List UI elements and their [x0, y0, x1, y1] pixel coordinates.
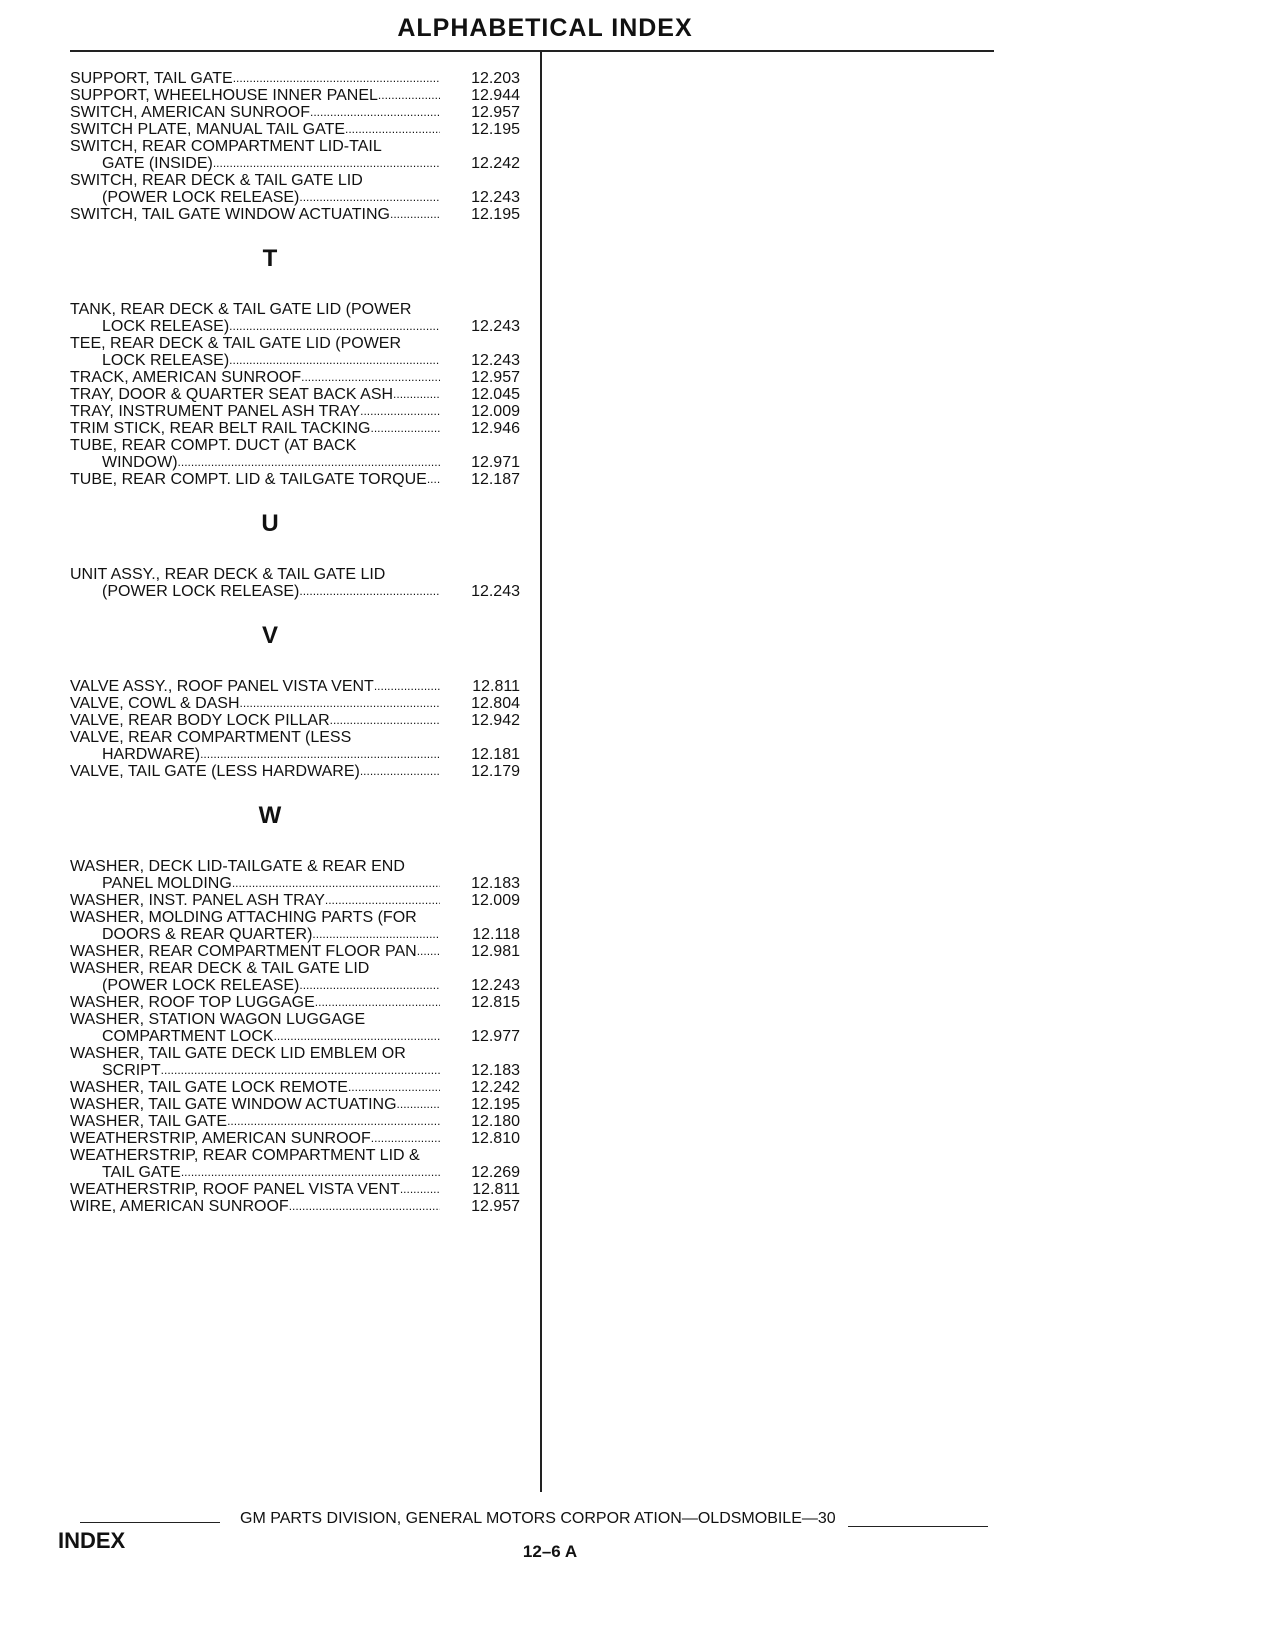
leader-dots	[330, 712, 440, 729]
entry-page-ref: 12.203	[471, 70, 520, 87]
entry-page-ref: 12.009	[471, 403, 520, 420]
entry-page-ref: 12.811	[472, 1181, 520, 1198]
index-entry	[70, 1198, 540, 1215]
entry-description-continued: LOCK RELEASE)	[102, 352, 230, 369]
entry-description: TRACK, AMERICAN SUNROOF	[70, 369, 302, 386]
leader-dots	[301, 369, 440, 386]
entry-page-ref: 12.242	[471, 1079, 520, 1096]
entry-description-continued: (POWER LOCK RELEASE)	[102, 977, 300, 994]
entry-page-ref: 12.810	[471, 1130, 520, 1147]
leader-dots	[345, 121, 440, 138]
entry-description: WASHER, ROOF TOP LUGGAGE	[70, 994, 315, 1011]
leader-dots	[400, 1181, 440, 1198]
entry-description: WASHER, REAR DECK & TAIL GATE LID	[70, 960, 370, 977]
index-section	[70, 500, 540, 600]
entry-page-ref: 12.804	[471, 695, 520, 712]
leader-dots	[374, 678, 440, 695]
leader-dots	[393, 386, 440, 403]
entry-description: SWITCH, TAIL GATE WINDOW ACTUATING	[70, 206, 390, 223]
leader-dots	[178, 454, 440, 471]
index-entry	[70, 1096, 540, 1113]
index-entry	[70, 994, 540, 1011]
footer-rule-left	[80, 1522, 220, 1523]
entry-page-ref: 12.243	[471, 352, 520, 369]
entry-page-ref: 12.195	[471, 121, 520, 138]
entry-text	[70, 1113, 440, 1130]
entry-description-continued: SCRIPT	[102, 1062, 161, 1079]
leader-dots	[213, 155, 440, 172]
entry-page-ref: 12.243	[471, 977, 520, 994]
footer-publisher: GM PARTS DIVISION, GENERAL MOTORS CORPOR ATION—OLDSMOBILE—30	[240, 1510, 836, 1527]
entry-text	[70, 1181, 440, 1198]
section-label: INDEX	[58, 1528, 126, 1553]
leader-dots	[417, 943, 440, 960]
entry-text	[70, 892, 440, 909]
top-divider	[70, 50, 994, 52]
entry-page-ref: 12.269	[471, 1164, 520, 1181]
index-entry	[70, 729, 540, 763]
index-entry	[70, 695, 540, 712]
index-section	[70, 612, 540, 780]
entry-text	[70, 1045, 440, 1079]
entry-description: WEATHERSTRIP, AMERICAN SUNROOF	[70, 1130, 371, 1147]
entry-page-ref: 12.118	[472, 926, 520, 943]
leader-dots	[299, 977, 440, 994]
entry-description: VALVE, REAR COMPARTMENT (LESS	[70, 729, 352, 746]
index-entry	[70, 763, 540, 780]
entry-description: WASHER, TAIL GATE WINDOW ACTUATING	[70, 1096, 397, 1113]
entry-page-ref: 12.811	[472, 678, 520, 695]
entry-page-ref: 12.195	[471, 1096, 520, 1113]
entry-text	[70, 121, 440, 138]
entry-description: WIRE, AMERICAN SUNROOF	[70, 1198, 289, 1215]
entry-text	[70, 695, 440, 712]
leader-dots	[274, 1028, 440, 1045]
index-entry	[70, 1079, 540, 1096]
entry-description: SWITCH, AMERICAN SUNROOF	[70, 104, 311, 121]
leader-dots	[232, 875, 440, 892]
entry-text	[70, 858, 440, 892]
entry-page-ref: 12.944	[471, 87, 520, 104]
entry-description-continued: DOORS & REAR QUARTER)	[102, 926, 313, 943]
footer-rule-right	[848, 1526, 988, 1527]
entry-text	[70, 1198, 440, 1215]
entry-description-continued: TAIL GATE	[102, 1164, 181, 1181]
leader-dots	[348, 1079, 440, 1096]
entry-description: TRIM STICK, REAR BELT RAIL TACKING	[70, 420, 371, 437]
entry-description-continued: LOCK RELEASE)	[102, 318, 230, 335]
entry-text	[70, 369, 440, 386]
entry-page-ref: 12.009	[471, 892, 520, 909]
entry-page-ref: 12.183	[471, 1062, 520, 1079]
entry-description: WASHER, INST. PANEL ASH TRAY	[70, 892, 325, 909]
entry-page-ref: 12.815	[471, 994, 520, 1011]
index-entry	[70, 943, 540, 960]
entry-description: SWITCH PLATE, MANUAL TAIL GATE	[70, 121, 346, 138]
entry-page-ref: 12.977	[471, 1028, 520, 1045]
leader-dots	[371, 1130, 440, 1147]
index-entry	[70, 138, 540, 172]
entry-text	[70, 386, 440, 403]
entry-page-ref: 12.179	[471, 763, 520, 780]
leader-dots	[200, 746, 440, 763]
index-entry	[70, 87, 540, 104]
entry-text	[70, 909, 440, 943]
index-entry	[70, 420, 540, 437]
entry-text	[70, 1011, 440, 1045]
entry-description: TRAY, INSTRUMENT PANEL ASH TRAY	[70, 403, 361, 420]
index-section	[70, 235, 540, 488]
section-letter: U	[261, 510, 279, 537]
leader-dots	[390, 206, 440, 223]
index-entry	[70, 403, 540, 420]
index-entry	[70, 121, 540, 138]
entry-text	[70, 87, 440, 104]
entry-page-ref: 12.957	[471, 1198, 520, 1215]
entry-text	[70, 1147, 440, 1181]
entry-description: WASHER, MOLDING ATTACHING PARTS (FOR	[70, 909, 417, 926]
entry-page-ref: 12.180	[471, 1113, 520, 1130]
entry-description: SUPPORT, WHEELHOUSE INNER PANEL	[70, 87, 378, 104]
index-entry	[70, 386, 540, 403]
leader-dots	[312, 926, 440, 943]
entry-description: WASHER, DECK LID-TAILGATE & REAR END	[70, 858, 405, 875]
entry-description: TUBE, REAR COMPT. DUCT (AT BACK	[70, 437, 357, 454]
index-entry	[70, 678, 540, 695]
entry-description-continued: HARDWARE)	[102, 746, 201, 763]
entry-text	[70, 420, 440, 437]
index-entry	[70, 172, 540, 206]
entry-page-ref: 12.187	[471, 471, 520, 488]
index-section	[70, 70, 540, 223]
index-entry	[70, 909, 540, 943]
index-entry	[70, 70, 540, 87]
entry-page-ref: 12.183	[471, 875, 520, 892]
index-entry	[70, 1181, 540, 1198]
index-entry	[70, 712, 540, 729]
leader-dots	[427, 471, 440, 488]
entry-text	[70, 301, 440, 335]
entry-text	[70, 138, 440, 172]
entry-text	[70, 763, 440, 780]
entry-text	[70, 566, 440, 600]
entry-text	[70, 943, 440, 960]
entry-description: WASHER, STATION WAGON LUGGAGE	[70, 1011, 366, 1028]
index-entry	[70, 104, 540, 121]
leader-dots	[378, 87, 440, 104]
entry-text	[70, 206, 440, 223]
entry-description-continued: COMPARTMENT LOCK	[102, 1028, 274, 1045]
index-entry	[70, 858, 540, 892]
entry-text	[70, 471, 440, 488]
leader-dots	[233, 70, 440, 87]
entry-description-continued: (POWER LOCK RELEASE)	[102, 583, 300, 600]
leader-dots	[227, 1113, 440, 1130]
entry-page-ref: 12.981	[471, 943, 520, 960]
index-entry	[70, 1113, 540, 1130]
entry-page-ref: 12.957	[471, 369, 520, 386]
index-column	[70, 70, 540, 1215]
entry-text	[70, 403, 440, 420]
index-entry	[70, 960, 540, 994]
entry-page-ref: 12.242	[471, 155, 520, 172]
entry-page-ref: 12.243	[471, 318, 520, 335]
entry-text	[70, 729, 440, 763]
leader-dots	[161, 1062, 440, 1079]
section-letter: V	[261, 622, 278, 649]
leader-dots	[371, 420, 441, 437]
entry-description-continued: GATE (INSIDE)	[102, 155, 213, 172]
index-entry	[70, 471, 540, 488]
entry-description: VALVE, COWL & DASH	[70, 695, 240, 712]
leader-dots	[229, 318, 440, 335]
leader-dots	[397, 1096, 440, 1113]
entry-description: TRAY, DOOR & QUARTER SEAT BACK ASH	[70, 386, 394, 403]
entry-description: TEE, REAR DECK & TAIL GATE LID (POWER	[70, 335, 402, 352]
entry-page-ref: 12.243	[471, 189, 520, 206]
entry-page-ref: 12.942	[471, 712, 520, 729]
entry-description: WASHER, TAIL GATE	[70, 1113, 228, 1130]
index-entry	[70, 1011, 540, 1045]
index-entry	[70, 206, 540, 223]
leader-dots	[289, 1198, 440, 1215]
entry-description: WEATHERSTRIP, REAR COMPARTMENT LID &	[70, 1147, 420, 1164]
entry-page-ref: 12.957	[471, 104, 520, 121]
entry-text	[70, 960, 440, 994]
leader-dots	[325, 892, 440, 909]
index-entry	[70, 301, 540, 335]
entry-text	[70, 712, 440, 729]
entry-description: SUPPORT, TAIL GATE	[70, 70, 233, 87]
entry-text	[70, 70, 440, 87]
entry-page-ref: 12.195	[471, 206, 520, 223]
page-title: ALPHABETICAL INDEX	[397, 14, 693, 42]
entry-description: SWITCH, REAR COMPARTMENT LID-TAIL	[70, 138, 382, 155]
entry-description: VALVE, TAIL GATE (LESS HARDWARE)	[70, 763, 360, 780]
entry-page-ref: 12.181	[471, 746, 520, 763]
leader-dots	[299, 189, 440, 206]
entry-text	[70, 1096, 440, 1113]
entry-description: UNIT ASSY., REAR DECK & TAIL GATE LID	[70, 566, 386, 583]
leader-dots	[310, 104, 440, 121]
index-entry	[70, 369, 540, 386]
entry-description: VALVE ASSY., ROOF PANEL VISTA VENT	[70, 678, 374, 695]
entry-text	[70, 172, 440, 206]
entry-description: TUBE, REAR COMPT. LID & TAILGATE TORQUE	[70, 471, 427, 488]
entry-page-ref: 12.045	[471, 386, 520, 403]
leader-dots	[299, 583, 440, 600]
entry-description: WASHER, TAIL GATE DECK LID EMBLEM OR	[70, 1045, 406, 1062]
entry-description-continued: WINDOW)	[102, 454, 178, 471]
index-entry	[70, 892, 540, 909]
index-entry	[70, 437, 540, 471]
entry-text	[70, 437, 440, 471]
page-number: 12–6 A	[522, 1542, 578, 1561]
entry-description: WASHER, TAIL GATE LOCK REMOTE	[70, 1079, 348, 1096]
entry-description-continued: PANEL MOLDING	[102, 875, 232, 892]
entry-description: WASHER, REAR COMPARTMENT FLOOR PAN	[70, 943, 417, 960]
section-letter: T	[262, 245, 278, 272]
entry-text	[70, 104, 440, 121]
leader-dots	[229, 352, 440, 369]
entry-text	[70, 994, 440, 1011]
entry-text	[70, 1130, 440, 1147]
index-entry	[70, 1045, 540, 1079]
leader-dots	[360, 763, 440, 780]
entry-description: VALVE, REAR BODY LOCK PILLAR	[70, 712, 330, 729]
entry-description: TANK, REAR DECK & TAIL GATE LID (POWER	[70, 301, 412, 318]
entry-description-continued: (POWER LOCK RELEASE)	[102, 189, 300, 206]
entry-description: SWITCH, REAR DECK & TAIL GATE LID	[70, 172, 363, 189]
index-entry	[70, 1130, 540, 1147]
entry-page-ref: 12.243	[471, 583, 520, 600]
entry-text	[70, 678, 440, 695]
entry-text	[70, 1079, 440, 1096]
entry-description: WEATHERSTRIP, ROOF PANEL VISTA VENT	[70, 1181, 400, 1198]
leader-dots	[181, 1164, 440, 1181]
index-entry	[70, 1147, 540, 1181]
entry-text	[70, 335, 440, 369]
section-letter: W	[258, 802, 282, 829]
entry-page-ref: 12.946	[471, 420, 520, 437]
index-section	[70, 792, 540, 1215]
index-entry	[70, 566, 540, 600]
leader-dots	[315, 994, 440, 1011]
leader-dots	[360, 403, 440, 420]
column-divider	[540, 52, 542, 1492]
index-entry	[70, 335, 540, 369]
leader-dots	[240, 695, 440, 712]
entry-page-ref: 12.971	[471, 454, 520, 471]
